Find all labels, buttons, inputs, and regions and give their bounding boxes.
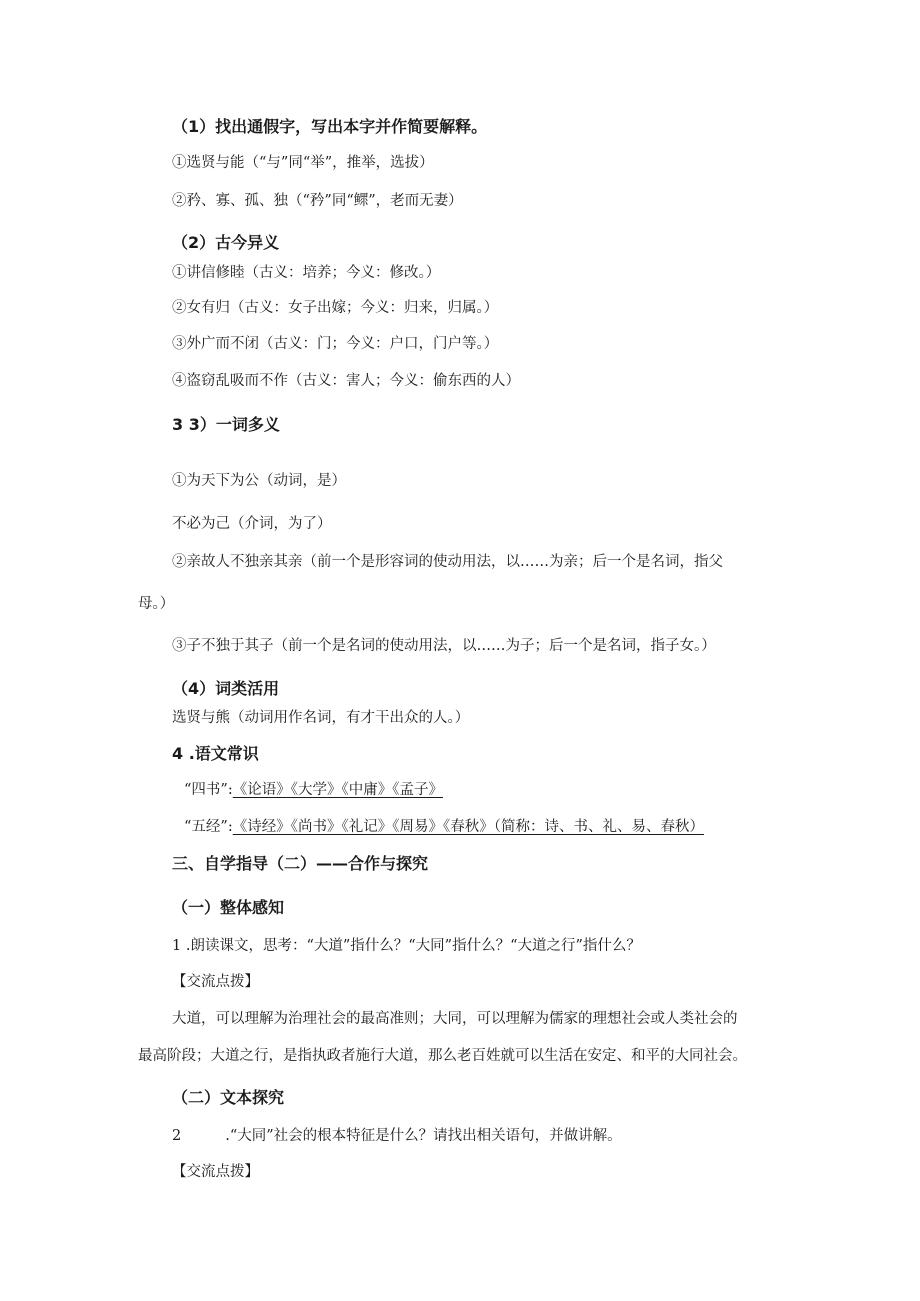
sishu-line xyxy=(184,780,443,800)
subheading-zhengtiganzhi: （一）整体感知 xyxy=(172,898,285,917)
gujinyiyi-item-1: ①讲信修睦（古义：培养；今义：修改。） xyxy=(172,265,441,281)
section-heading-yuwenchangshi: 4 .语文常识 xyxy=(172,744,259,763)
tip-label-2: 【交流点拨】 xyxy=(172,1164,259,1180)
subheading-wenbentanjiu: （二）文本探究 xyxy=(172,1088,285,1107)
wujing-label: “五经”: xyxy=(184,819,233,835)
answer-1-line-2: 最高阶段；大道之行，是指执政者施行大道，那么老百姓就可以生活在安定、和平的大同社会。 xyxy=(138,1048,747,1064)
question-2-number: 2 xyxy=(172,1128,182,1144)
part-three-heading: 三、自学指导（二）——合作与探究 xyxy=(172,854,429,873)
tongjiazi-item-1: ①选贤与能（“与”同“举”，推举，选拔） xyxy=(172,155,434,171)
section-heading-yiciduoyi: 3 3）一词多义 xyxy=(172,415,280,434)
gujinyiyi-item-3: ③外广而不闭（古义：门；今义：户口，门户等。） xyxy=(172,336,499,352)
section-heading-gujinyiyi: （2）古今异义 xyxy=(172,233,280,252)
yiciduoyi-item-2-line-1: ②亲故人不独亲其亲（前一个是形容词的使动用法，以……为亲；后一个是名词，指父 xyxy=(172,554,723,570)
wujing-value: 《诗经》《尚书》《礼记》《周易》《春秋》（简称：诗、书、礼、易、春秋） xyxy=(232,819,704,835)
question-1: 1 .朗读课文，思考：“大道”指什么？“大同”指什么？“大道之行”指什么？ xyxy=(172,938,641,954)
yiciduoyi-item-3: ③子不独于其子（前一个是名词的使动用法，以……为子；后一个是名词，指子女。） xyxy=(172,638,716,654)
answer-1-line-1: 大道，可以理解为治理社会的最高准则；大同，可以理解为儒家的理想社会或人类社会的 xyxy=(172,1011,738,1027)
tongjiazi-item-2: ②矜、寡、孤、独（“矜”同“鳏”，老而无妻） xyxy=(172,193,463,209)
sishu-value: 《论语》《大学》《中庸》《孟子》 xyxy=(232,782,443,798)
yiciduoyi-item-1a: ①为天下为公（动词，是） xyxy=(172,473,346,489)
question-2-text: .“大同”社会的根本特征是什么？请找出相关语句，并做讲解。 xyxy=(225,1128,622,1144)
section-heading-tongjiazi: （1）找出通假字，写出本字并作简要解释。 xyxy=(172,117,488,136)
section-heading-cileihuoyong: （4）词类活用 xyxy=(172,679,280,698)
yiciduoyi-item-2-line-2: 母。） xyxy=(138,596,175,612)
question-2 xyxy=(172,1126,622,1146)
cileihuoyong-item-1: 选贤与熊（动词用作名词，有才干出众的人。） xyxy=(172,710,470,726)
yiciduoyi-item-1b: 不必为己（介词，为了） xyxy=(172,516,332,532)
tip-label-1: 【交流点拨】 xyxy=(172,974,259,990)
sishu-label: “四书”: xyxy=(184,782,233,798)
wujing-line xyxy=(184,817,704,837)
gujinyiyi-item-2: ②女有归（古义：女子出嫁；今义：归来，归属。） xyxy=(172,300,499,316)
gujinyiyi-item-4: ④盗窃乱吸而不作（古义：害人；今义：偷东西的人） xyxy=(172,373,520,389)
